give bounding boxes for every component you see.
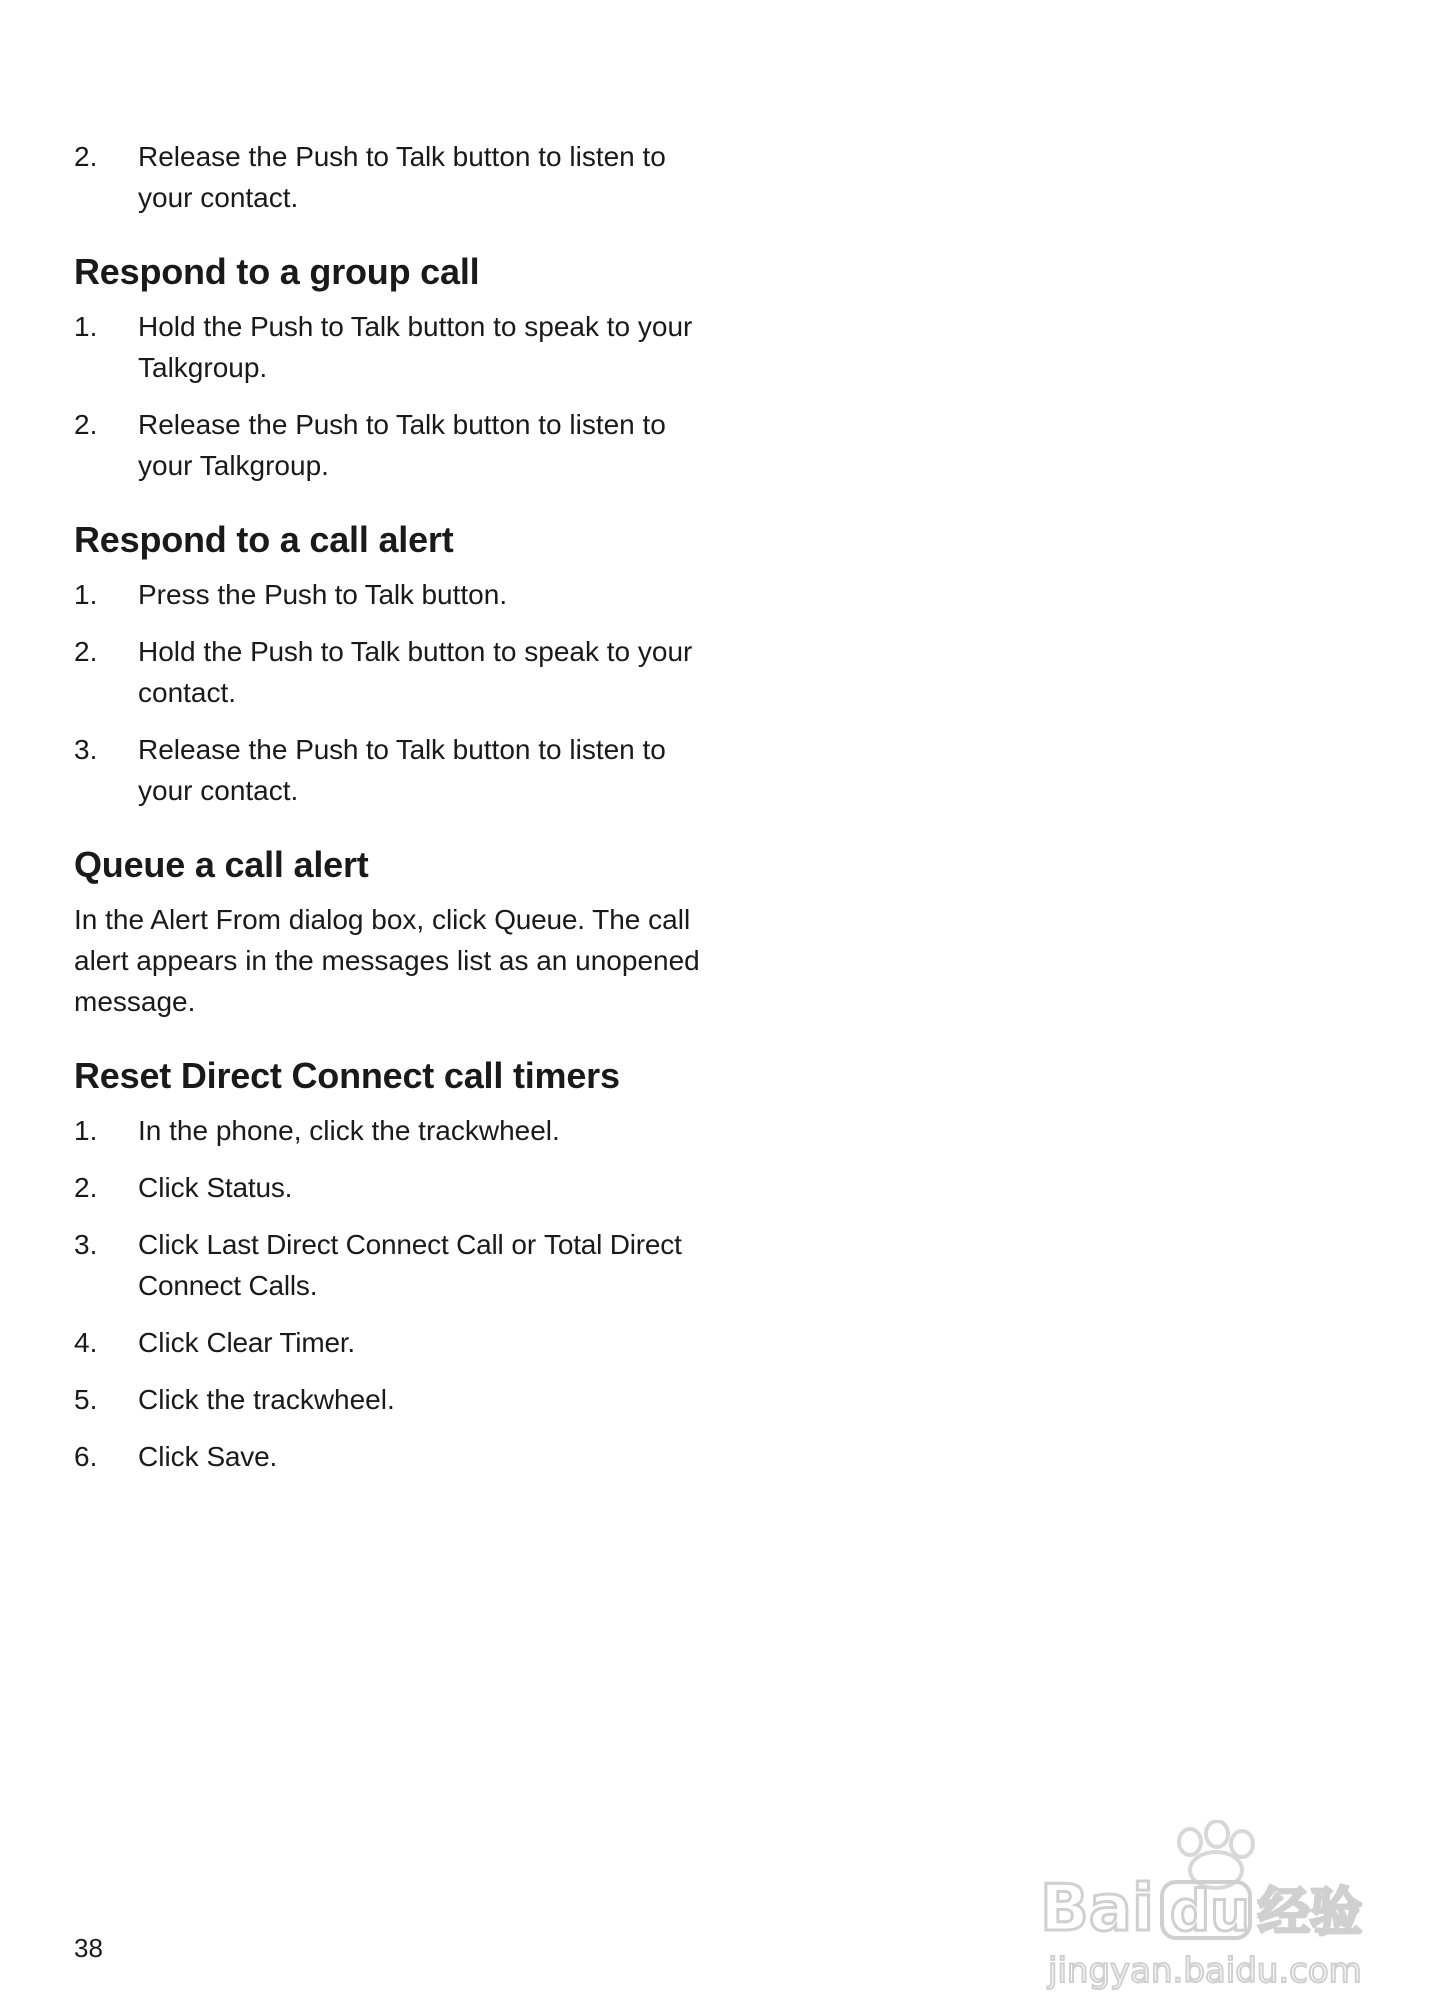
save-term: Save. xyxy=(206,1441,278,1472)
step-text: Press the Push to Talk button. xyxy=(138,579,508,610)
step-text: Hold the Push to Talk button to speak to your contact. xyxy=(138,636,693,708)
step-text: In the phone, click the trackwheel. xyxy=(138,1115,560,1146)
step-number: 3. xyxy=(74,1229,98,1260)
step-item xyxy=(74,1224,714,1306)
page-number: 38 xyxy=(74,1933,103,1963)
step-item xyxy=(74,1379,714,1420)
section-group-call xyxy=(74,250,714,486)
step-number: 2. xyxy=(74,141,98,172)
step-text: Release the Push to Talk button to listen to your Talkgroup. xyxy=(138,409,666,481)
push-to-talk-term: Push to Talk xyxy=(295,409,445,440)
step-item xyxy=(74,1167,714,1208)
section-queue-alert xyxy=(74,843,714,1022)
svg-text:Bai: Bai xyxy=(1040,1872,1154,1946)
push-to-talk-term: Push to Talk xyxy=(295,141,445,172)
step-text: Click Status. xyxy=(138,1172,293,1203)
step-text: Click Clear Timer. xyxy=(138,1327,355,1358)
section-heading: Reset Direct Connect call timers xyxy=(74,1055,620,1096)
push-to-talk-term: Push to Talk xyxy=(250,311,400,342)
step-text: Click Last Direct Connect Call or Total Direct Connect Calls. xyxy=(138,1229,682,1301)
section-paragraph: In the Alert From dialog box, click Queue. The call alert appears in the messages list as an unopened message. xyxy=(74,904,700,1017)
step-item xyxy=(74,631,714,713)
step-number: 1. xyxy=(74,579,98,610)
section-reset-timers xyxy=(74,1054,714,1477)
step-text: Click the trackwheel. xyxy=(138,1384,395,1415)
step-number: 2. xyxy=(74,636,98,667)
clear-timer-term: Clear Timer. xyxy=(206,1327,355,1358)
step-item xyxy=(74,136,714,218)
status-term: Status. xyxy=(206,1172,293,1203)
step-number: 2. xyxy=(74,409,98,440)
step-text: Hold the Push to Talk button to speak to your Talkgroup. xyxy=(138,311,693,383)
step-number: 1. xyxy=(74,311,98,342)
step-text: Release the Push to Talk button to listen to your contact. xyxy=(138,734,666,806)
baidu-watermark-logo xyxy=(1030,1820,1410,2000)
push-to-talk-term: Push to Talk xyxy=(264,579,414,610)
svg-text:du: du xyxy=(1170,1879,1250,1944)
step-item xyxy=(74,729,714,811)
step-item xyxy=(74,306,714,388)
section-heading: Queue a call alert xyxy=(74,844,369,885)
section-call-alert xyxy=(74,518,714,811)
step-number: 2. xyxy=(74,1172,98,1203)
step-item xyxy=(74,1322,714,1363)
page-content xyxy=(74,136,714,1493)
last-call-term: Last Direct Connect Call xyxy=(206,1229,504,1260)
step-item xyxy=(74,404,714,486)
queue-term: Queue. xyxy=(494,904,585,935)
step-item xyxy=(74,1436,714,1477)
step-text: Release the Push to Talk button to listen to your contact. xyxy=(138,141,666,213)
push-to-talk-term: Push to Talk xyxy=(295,734,445,765)
step-item xyxy=(74,1110,714,1151)
step-number: 5. xyxy=(74,1384,98,1415)
step-number: 4. xyxy=(74,1327,98,1358)
push-to-talk-term: Push to Talk xyxy=(250,636,400,667)
step-number: 3. xyxy=(74,734,98,765)
step-item xyxy=(74,574,714,615)
svg-text:jingyan.baidu.com: jingyan.baidu.com xyxy=(1048,1951,1362,1991)
step-number: 6. xyxy=(74,1441,98,1472)
step-text: Click Save. xyxy=(138,1441,278,1472)
section-heading: Respond to a call alert xyxy=(74,519,454,560)
step-number: 1. xyxy=(74,1115,98,1146)
svg-text:经验: 经验 xyxy=(1258,1883,1363,1943)
paw-icon xyxy=(1179,1821,1253,1888)
section-heading: Respond to a group call xyxy=(74,251,480,292)
total-calls-term: Total Direct Connect Calls. xyxy=(138,1229,682,1301)
